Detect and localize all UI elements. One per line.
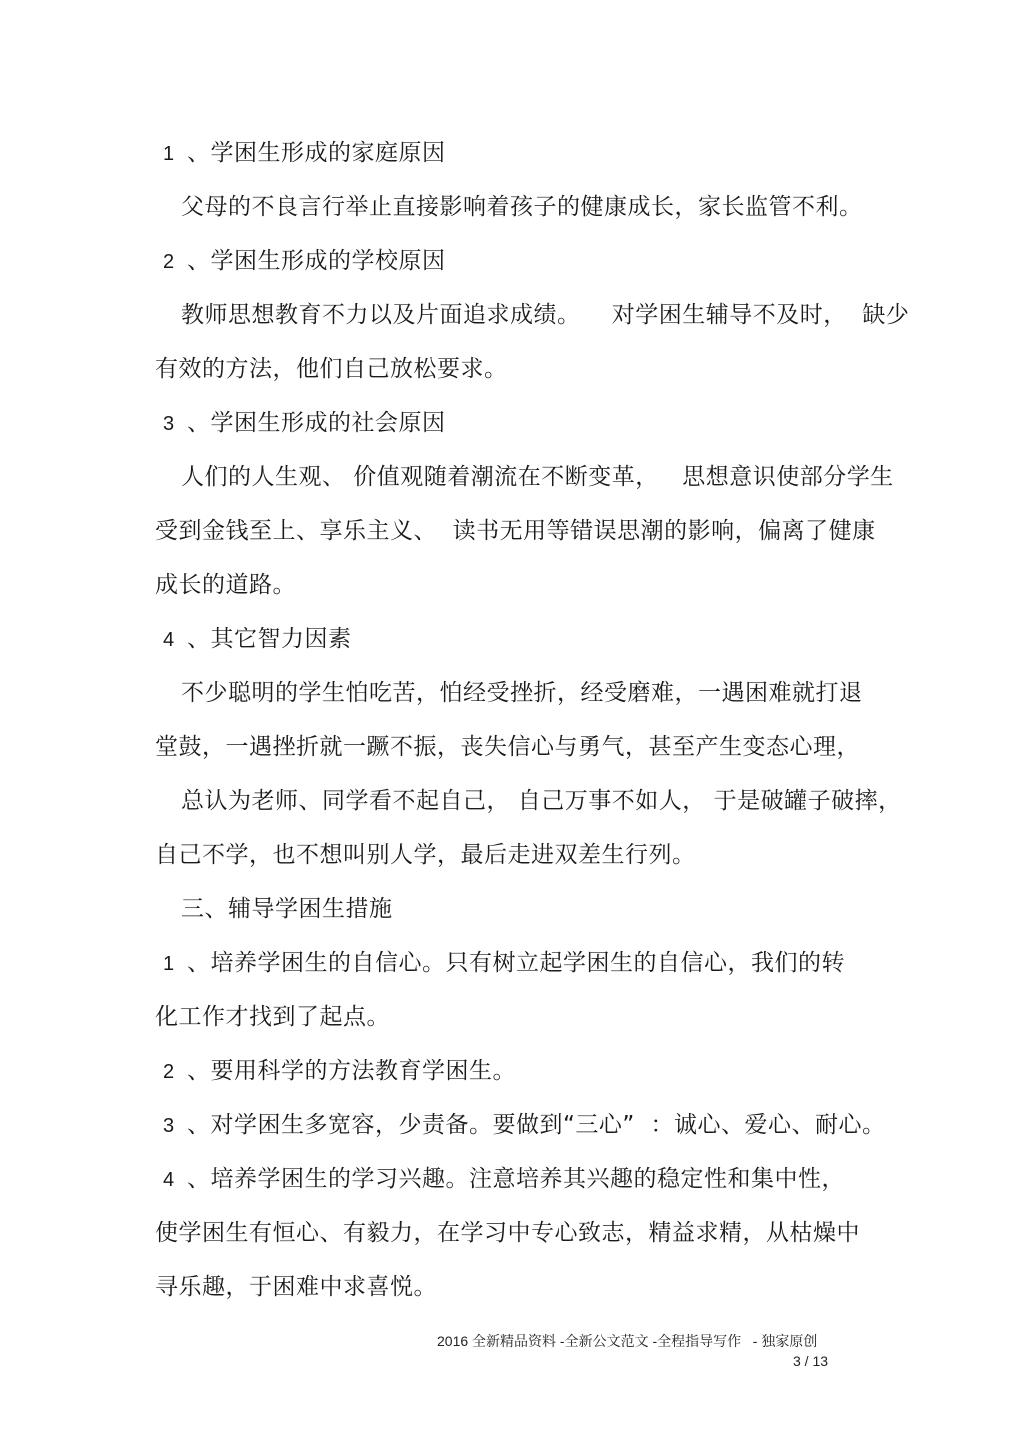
paragraph-line: 堂鼓，一遇挫折就一蹶不振，丧失信心与勇气，甚至产生变态心理， (155, 734, 860, 760)
paragraph-line: 成长的道路。 (155, 572, 296, 598)
list-number: 4 (163, 1169, 175, 1191)
heading-text: 、学困生形成的学校原因 (187, 248, 446, 274)
heading-text: 、其它智力因素 (187, 626, 352, 652)
item-text: 、培养学困生的自信心。只有树立起学困生的自信心，我们的转 (187, 950, 845, 976)
heading-other-factors (163, 624, 352, 655)
measure-item-2 (163, 1056, 516, 1087)
paragraph-line: 父母的不良言行举止直接影响着孩子的健康成长，家长监管不利。 (181, 194, 863, 220)
measure-item-4 (163, 1164, 845, 1195)
paragraph-line: 化工作才找到了起点。 (155, 1004, 390, 1030)
heading-family-causes (163, 138, 446, 169)
paragraph-line: 寻乐趣，于困难中求喜悦。 (155, 1274, 437, 1300)
paragraph-line: 不少聪明的学生怕吃苦，怕经受挫折，经受磨难，一遇困难就打退 (181, 680, 863, 706)
item-text: 、要用科学的方法教育学困生。 (187, 1058, 516, 1084)
footer-tagline: 2016 全新精品资料 -全新公文范文 -全程指导写作 - 独家原创 (437, 1333, 818, 1349)
section-heading: 三、辅导学困生措施 (181, 896, 393, 922)
paragraph-line: 受到金钱至上、享乐主义、 读书无用等错误思潮的影响，偏离了健康 (155, 518, 876, 544)
measure-item-3 (163, 1110, 885, 1141)
heading-text: 、学困生形成的社会原因 (187, 410, 446, 436)
list-number: 2 (163, 1061, 175, 1083)
paragraph-line: 自己不学，也不想叫别人学，最后走进双差生行列。 (155, 842, 696, 868)
list-number: 2 (163, 251, 175, 273)
paragraph-line: 使学困生有恒心、有毅力，在学习中专心致志，精益求精，从枯燥中 (155, 1220, 860, 1246)
heading-text: 、学困生形成的家庭原因 (187, 140, 446, 166)
paragraph-line: 教师思想教育不力以及片面追求成绩。 对学困生辅导不及时， 缺少 (181, 302, 910, 328)
page-number: 3 / 13 (793, 1353, 829, 1369)
paragraph-line: 有效的方法，他们自己放松要求。 (155, 356, 508, 382)
item-text: 、培养学困生的学习兴趣。注意培养其兴趣的稳定性和集中性， (187, 1166, 845, 1192)
list-number: 1 (163, 143, 175, 165)
item-text: 、对学困生多宽容，少责备。要做到“三心” ：诚心、爱心、耐心。 (187, 1112, 886, 1138)
list-number: 3 (163, 413, 175, 435)
measure-item-1 (163, 948, 845, 979)
list-number: 3 (163, 1115, 175, 1137)
list-number: 1 (163, 953, 175, 975)
heading-social-causes (163, 408, 446, 439)
heading-school-causes (163, 246, 446, 277)
paragraph-line: 人们的人生观、 价值观随着潮流在不断变革， 思想意识使部分学生 (181, 464, 894, 490)
paragraph-line: 总认为老师、同学看不起自己， 自己万事不如人， 于是破罐子破摔， (181, 788, 902, 814)
list-number: 4 (163, 629, 175, 651)
